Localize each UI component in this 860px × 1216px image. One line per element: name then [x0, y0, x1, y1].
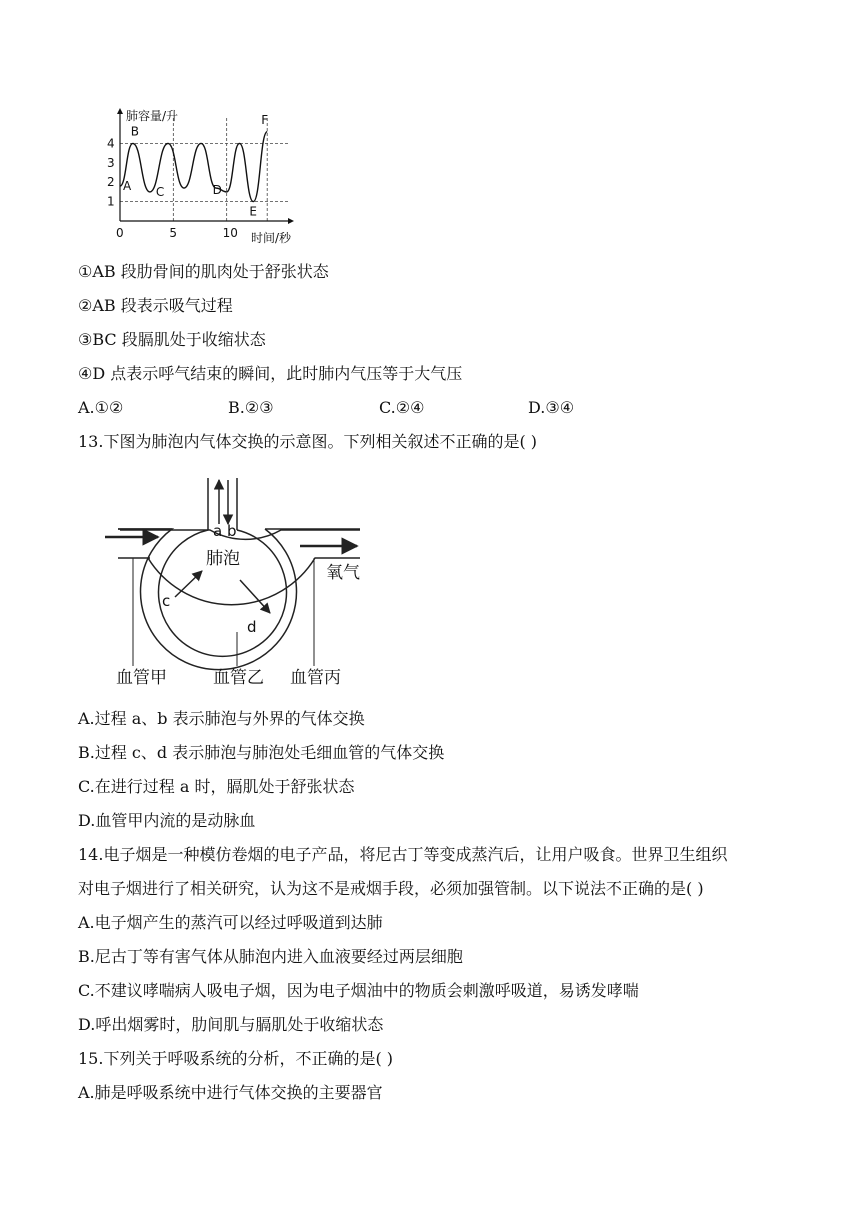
- y-tick-label: 2: [107, 175, 115, 190]
- q13-option-a[interactable]: A.过程 a、b 表示肺泡与外界的气体交换: [78, 709, 365, 728]
- chart-ylabel: 肺容量/升: [126, 109, 179, 123]
- q13-option-b[interactable]: B.过程 c、d 表示肺泡与肺泡处毛细血管的气体交换: [78, 743, 445, 762]
- point-label: D: [212, 182, 222, 197]
- statement-2: ②AB 段表示吸气过程: [78, 296, 233, 315]
- label-oxygen: 氧气: [326, 563, 360, 583]
- point-label: E: [249, 204, 257, 219]
- label-d: d: [247, 618, 257, 636]
- q13-option-d[interactable]: D.血管甲内流的是动脉血: [78, 811, 256, 830]
- point-label: B: [130, 124, 140, 139]
- question-14-line-1: 14.电子烟是一种模仿卷烟的电子产品，将尼古丁等变成蒸汽后，让用户吸食。世界卫生组织: [78, 845, 728, 864]
- label-vessel-2: 血管乙: [213, 668, 264, 688]
- x-tick-label: 0: [116, 226, 124, 240]
- y-tick-label: 4: [107, 136, 115, 151]
- arrow-d: [240, 580, 270, 613]
- point-label: F: [261, 112, 269, 127]
- question-14-line-2: 对电子烟进行了相关研究，认为这不是戒烟手段，必须加强管制。以下说法不正确的是( ): [78, 879, 704, 898]
- label-b: b: [227, 522, 237, 540]
- label-a: a: [213, 522, 223, 540]
- q13-option-c[interactable]: C.在进行过程 a 时，膈肌处于舒张状态: [78, 777, 355, 796]
- point-label: C: [155, 184, 165, 199]
- x-tick-label: 10: [222, 226, 238, 240]
- lung-volume-line: [120, 132, 267, 202]
- label-vessel-3: 血管丙: [290, 668, 341, 688]
- question-15: 15.下列关于呼吸系统的分析，不正确的是( ): [78, 1049, 394, 1068]
- q12-option-c[interactable]: C.②④: [379, 398, 425, 417]
- y-axis-arrow: [117, 108, 123, 114]
- q12-option-a[interactable]: A.①②: [78, 398, 124, 417]
- statement-4: ④D 点表示呼气结束的瞬间，此时肺内气压等于大气压: [78, 364, 463, 383]
- statement-3: ③BC 段膈肌处于收缩状态: [78, 330, 266, 349]
- chart-series: [120, 132, 267, 202]
- question-13: 13.下图为肺泡内气体交换的示意图。下列相关叙述不正确的是( ): [78, 432, 538, 451]
- q14-option-d[interactable]: D.呼出烟雾时，肋间肌与膈肌处于收缩状态: [78, 1015, 384, 1034]
- q15-option-a[interactable]: A.肺是呼吸系统中进行气体交换的主要器官: [78, 1083, 383, 1102]
- label-alveolus: 肺泡: [206, 549, 240, 569]
- q14-option-b[interactable]: B.尼古丁等有害气体从肺泡内进入血液要经过两层细胞: [78, 947, 463, 966]
- x-axis-arrow: [288, 218, 294, 224]
- alveolus-diagram: [100, 470, 400, 695]
- arrow-c: [175, 571, 202, 597]
- q14-option-a[interactable]: A.电子烟产生的蒸汽可以经过呼吸道到达肺: [78, 913, 383, 932]
- label-c: c: [162, 592, 171, 610]
- x-tick-label: 5: [169, 226, 177, 240]
- y-tick-label: 3: [107, 155, 115, 170]
- label-vessel-1: 血管甲: [116, 668, 167, 688]
- q14-option-c[interactable]: C.不建议哮喘病人吸电子烟，因为电子烟油中的物质会刺激呼吸道，易诱发哮喘: [78, 981, 639, 1000]
- q12-option-d[interactable]: D.③④: [528, 398, 575, 417]
- statement-1: ①AB 段肋骨间的肌肉处于舒张状态: [78, 262, 329, 281]
- chart-xlabel: 时间/秒: [251, 231, 292, 245]
- lung-volume-chart: [104, 106, 404, 246]
- point-label: A: [123, 179, 132, 194]
- q12-option-b[interactable]: B.②③: [228, 398, 274, 417]
- chart-point-labels: [123, 113, 268, 219]
- chart-gridlines: [120, 118, 288, 221]
- y-tick-label: 1: [107, 194, 115, 209]
